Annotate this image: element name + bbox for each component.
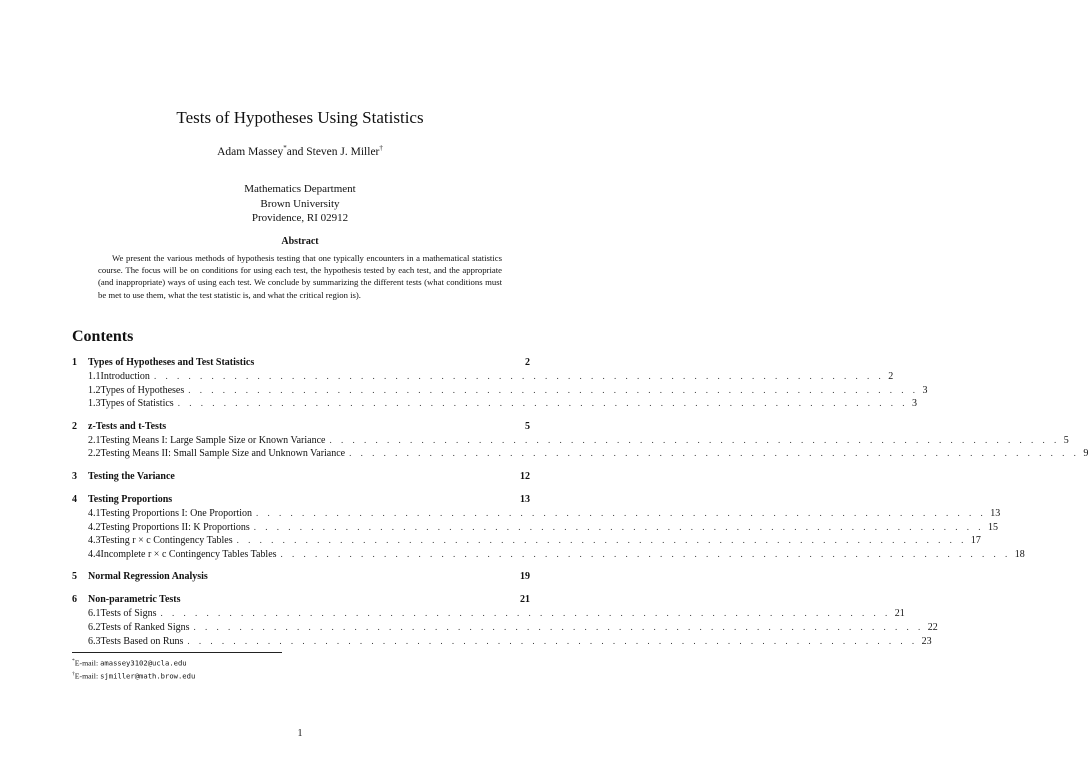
toc-subsection-number: 1.2: [88, 384, 101, 396]
toc-subsection-title: Incomplete r × c Contingency Tables Tables: [100, 548, 277, 560]
toc-section-entry[interactable]: [72, 593, 530, 607]
footnotes: [72, 652, 282, 681]
footnote-prefix: E-mail:: [74, 671, 101, 681]
toc-subsection-page: 5: [1063, 434, 1069, 446]
author-2: and Steven J. Miller: [286, 145, 380, 158]
toc-subsection-entry[interactable]: [72, 548, 1025, 562]
toc-subsection-number: 6.3: [88, 635, 101, 647]
toc-section-entry[interactable]: [72, 420, 530, 434]
contents-heading: Contents: [72, 328, 134, 345]
toc-dot-leader: . . . . . . . . . . . . . . . . . . . . . . . . . . . . . . . . . . . . . . . . . . . . . . . . . . . . . . . . . . . . . . . .: [349, 448, 1080, 459]
toc-dot-leader: . . . . . . . . . . . . . . . . . . . . . . . . . . . . . . . . . . . . . . . . . . . . . . . . . . . . . . . . . . . . . . . .: [160, 608, 891, 619]
toc-dot-leader: . . . . . . . . . . . . . . . . . . . . . . . . . . . . . . . . . . . . . . . . . . . . . . . . . . . . . . . . . . . . . . . .: [280, 548, 1011, 559]
toc-subsection-number: 6.1: [88, 608, 101, 620]
toc-subsection-page: 13: [990, 507, 1001, 519]
toc-dot-leader: . . . . . . . . . . . . . . . . . . . . . . . . . . . . . . . . . . . . . . . . . . . . . . . . . . . . . . . . . . . . . . . .: [188, 384, 919, 395]
affiliation-location: Providence, RI 02912: [251, 212, 349, 224]
toc-section-page: 21: [520, 594, 530, 606]
paper-title: Tests of Hypotheses Using Statistics: [176, 108, 424, 127]
footnote-email[interactable]: amassey3102@ucla.edu: [100, 658, 187, 668]
toc-subsection-title: Testing Means I: Large Sample Size or Known Variance: [100, 434, 326, 446]
toc-dot-leader: . . . . . . . . . . . . . . . . . . . . . . . . . . . . . . . . . . . . . . . . . . . . . . . . . . . . . . . . . . . . . . . .: [253, 521, 985, 532]
footnote-2: [72, 669, 282, 682]
toc-section-title: Normal Regression Analysis: [88, 571, 208, 583]
toc-subsection-title: Types of Hypotheses: [100, 384, 185, 396]
toc-subsection-page: 17: [970, 535, 981, 547]
abstract-heading: Abstract: [281, 236, 319, 247]
toc-section-number: 6: [72, 594, 77, 606]
toc-section-number: 2: [72, 420, 77, 432]
toc-subsection-title: Testing Means II: Small Sample Size and Unknown Variance: [100, 448, 346, 460]
toc-subsection-title: Tests of Ranked Signs: [100, 621, 190, 633]
toc-subsection-entry[interactable]: [72, 521, 999, 535]
toc-section-group: [72, 470, 530, 484]
toc-section-page: 19: [520, 571, 530, 583]
toc-subsection-number: 2.2: [88, 448, 101, 460]
toc-section-number: 3: [72, 470, 77, 482]
toc-subsection-title: Testing r × c Contingency Tables: [100, 535, 233, 547]
footnote-mark: *: [72, 658, 75, 664]
toc-subsection-entry[interactable]: [72, 370, 894, 384]
toc-section-entry[interactable]: [72, 356, 530, 370]
toc-section-number: 1: [72, 357, 77, 368]
author-1-footnote-mark: *: [283, 144, 287, 152]
author-1: Adam Massey: [217, 145, 284, 158]
toc-section-group: [72, 493, 1025, 561]
toc-section-page: 5: [525, 420, 530, 432]
toc-subsection-page: 22: [927, 621, 938, 633]
toc-subsection-number: 2.1: [88, 434, 101, 446]
toc-section-title: Testing Proportions: [88, 493, 173, 505]
toc-dot-leader: . . . . . . . . . . . . . . . . . . . . . . . . . . . . . . . . . . . . . . . . . . . . . . . . . . . . . . . . . . . . . . . .: [177, 398, 908, 409]
toc-subsection-entry[interactable]: [72, 434, 1069, 448]
toc-dot-leader: . . . . . . . . . . . . . . . . . . . . . . . . . . . . . . . . . . . . . . . . . . . . . . . . . . . . . . . . . . . . . . . .: [153, 371, 885, 381]
toc-subsection-entry[interactable]: [72, 534, 981, 548]
toc-section-page: 2: [525, 357, 530, 368]
toc-subsection-page: 18: [1014, 548, 1025, 560]
page-number: 1: [297, 728, 303, 739]
abstract-body: We present the various methods of hypothesis testing that one typically encounters in a mathematical statistics course. The focus will be on conditions for using each test, the hypothesis tested by each test, and the appropriate (and inappropriate) ways of using each test. We conclude by summarizing the different tests (what conditions must be met to use them, what the test statistic is, and what the critical region is).: [98, 253, 502, 300]
toc-subsection-entry[interactable]: [72, 397, 917, 411]
toc-subsection-page: 2: [888, 371, 894, 382]
toc-subsection-page: 21: [894, 608, 905, 620]
toc-subsection-page: 3: [922, 384, 928, 396]
toc-dot-leader: . . . . . . . . . . . . . . . . . . . . . . . . . . . . . . . . . . . . . . . . . . . . . . . . . . . . . . . . . . . . . . . .: [193, 621, 924, 632]
affiliation-department: Mathematics Department: [244, 183, 356, 195]
toc-subsection-entry[interactable]: [72, 447, 1088, 461]
toc-subsection-number: 4.4: [88, 548, 101, 560]
toc-section-number: 5: [72, 571, 77, 583]
toc-subsection-number: 1.3: [88, 398, 101, 410]
toc-section-entry[interactable]: [72, 470, 530, 484]
toc-dot-leader: . . . . . . . . . . . . . . . . . . . . . . . . . . . . . . . . . . . . . . . . . . . . . . . . . . . . . . . . . . . . . . . .: [329, 434, 1060, 445]
toc-subsection-title: Types of Statistics: [100, 398, 174, 410]
toc-subsection-title: Tests Based on Runs: [100, 635, 184, 647]
toc-subsection-page: 15: [988, 521, 999, 533]
toc-section-title: Testing the Variance: [88, 470, 175, 482]
toc-subsection-number: 4.3: [88, 535, 101, 547]
toc-section-title: Non-parametric Tests: [88, 594, 181, 606]
footnote-email[interactable]: sjmiller@math.brow.edu: [100, 671, 196, 681]
toc-section-page: 12: [520, 470, 530, 482]
toc-subsection-entry[interactable]: [72, 384, 928, 398]
toc-subsection-entry[interactable]: [72, 635, 932, 649]
toc-subsection-title: Tests of Signs: [100, 608, 157, 620]
footnote-1: [72, 656, 282, 669]
toc-subsection-number: 6.2: [88, 621, 101, 633]
toc-subsection-title: Introduction: [100, 371, 150, 382]
toc-subsection-number: 1.1: [88, 371, 101, 382]
toc-section-group: [72, 420, 1088, 461]
toc-subsection-page: 23: [921, 635, 932, 647]
toc-subsection-title: Testing Proportions I: One Proportion: [100, 507, 253, 519]
table-of-contents: [72, 356, 1088, 657]
toc-subsection-title: Testing Proportions II: K Proportions: [100, 521, 250, 533]
affiliation-university: Brown University: [260, 197, 340, 210]
toc-subsection-entry[interactable]: [72, 607, 905, 621]
toc-subsection-number: 4.2: [88, 521, 101, 533]
toc-subsection-entry[interactable]: [72, 621, 938, 635]
toc-dot-leader: . . . . . . . . . . . . . . . . . . . . . . . . . . . . . . . . . . . . . . . . . . . . . . . . . . . . . . . . . . . . . . . .: [256, 507, 987, 518]
toc-subsection-page: 9: [1083, 448, 1088, 460]
toc-section-title: z-Tests and t-Tests: [88, 420, 167, 432]
toc-dot-leader: . . . . . . . . . . . . . . . . . . . . . . . . . . . . . . . . . . . . . . . . . . . . . . . . . . . . . . . . . . . . . . . .: [187, 635, 918, 646]
toc-section-number: 4: [72, 493, 77, 505]
author-line: [0, 144, 600, 158]
toc-section-group: [72, 356, 928, 411]
footnote-mark: †: [72, 670, 75, 677]
toc-subsection-number: 4.1: [88, 507, 101, 519]
toc-section-title: Types of Hypotheses and Test Statistics: [88, 357, 255, 368]
toc-subsection-entry[interactable]: [72, 507, 1001, 521]
toc-section-group: [72, 593, 938, 648]
affiliation: [0, 182, 600, 226]
toc-subsection-page: 3: [911, 398, 917, 410]
author-2-footnote-mark: †: [379, 144, 383, 152]
toc-section-group: [72, 570, 530, 584]
toc-section-entry[interactable]: [72, 570, 530, 584]
footnote-prefix: E-mail:: [74, 658, 101, 668]
toc-dot-leader: . . . . . . . . . . . . . . . . . . . . . . . . . . . . . . . . . . . . . . . . . . . . . . . . . . . . . . . . . . . . . . . .: [236, 535, 967, 546]
toc-section-page: 13: [520, 493, 530, 505]
toc-section-entry[interactable]: [72, 493, 530, 507]
